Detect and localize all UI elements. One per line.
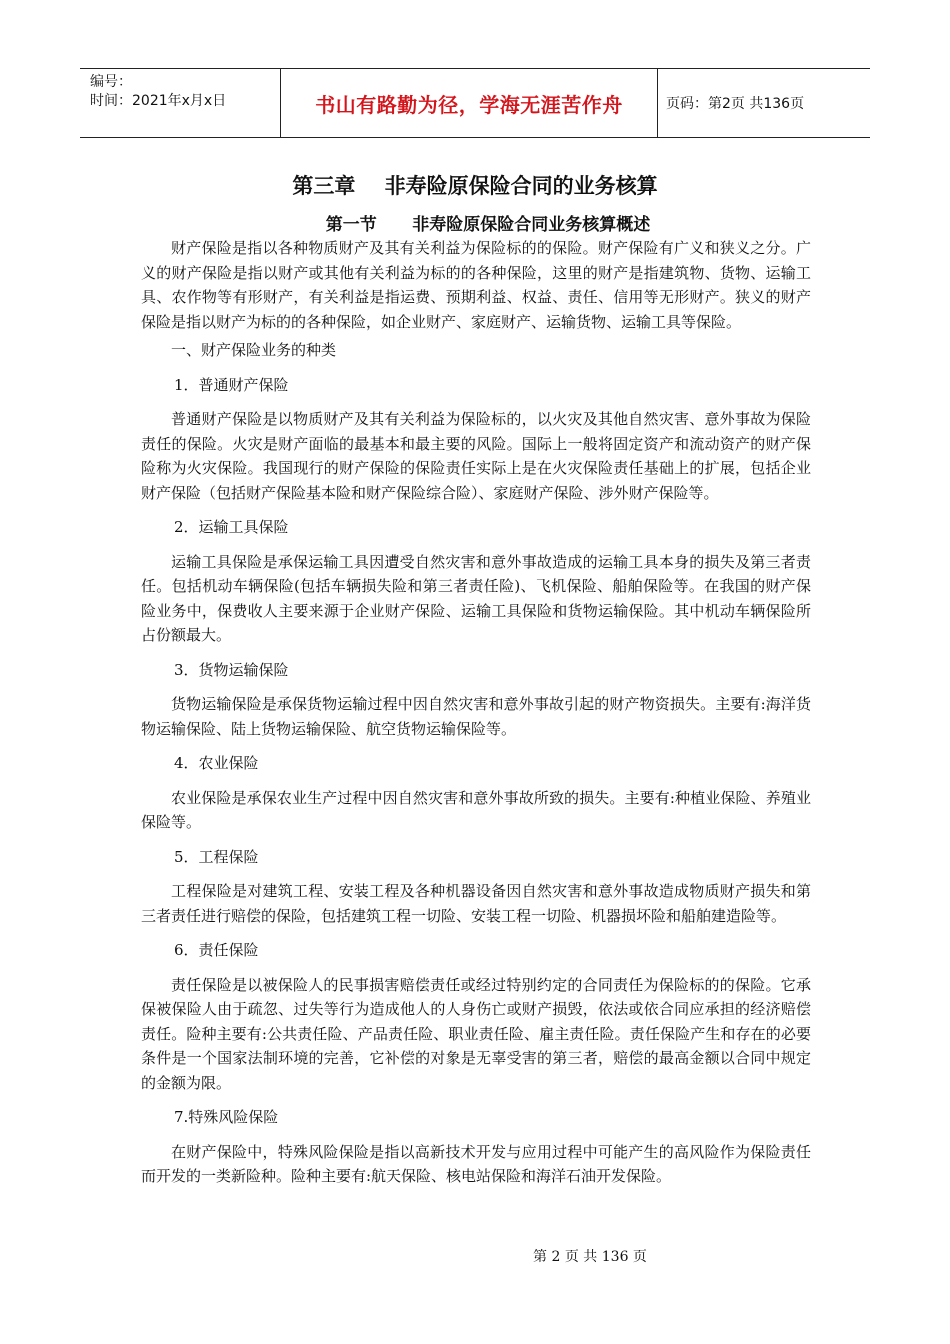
page-footer: 第 2 页 共 136 页 [533, 1249, 647, 1265]
document-date-label: 时间：2021年x月x日 [90, 93, 227, 109]
item-paragraph: 运输工具保险是承保运输工具因遭受自然灾害和意外事故造成的运输工具本身的损失及第三者责任。包括机动车辆保险(包括车辆损失险和第三者责任险)、飞机保险、船舶保险等。在我国的财产保险业务中，保费收人主要来源于企业财产保险、运输工具保险和货物运输保险。其中机动车辆保险所占份额最大。 [141, 552, 811, 644]
header-page-label: 页码：第2页 共136页 [666, 96, 805, 112]
header-meta [80, 69, 280, 137]
page-header [80, 68, 870, 138]
item-heading: 4．农业保险 [174, 754, 259, 772]
item-paragraph: 农业保险是承保农业生产过程中因自然灾害和意外事故所致的损失。主要有:种植业保险、养殖业保险等。 [141, 788, 811, 831]
chapter-title: 第三章 非寿险原保险合同的业务核算 [292, 174, 658, 198]
item-paragraph: 责任保险是以被保险人的民事损害赔偿责任或经过特别约定的合同责任为保险标的的保险。它承保被保险人由于疏忽、过失等行为造成他人的人身伤亡或财产损毁，依法或依合同应承担的经济赔偿责任。险种主要有:公共责任险、产品责任险、职业责任险、雇主责任险。责任保险产生和存在的必要条件是一个国家法制环境的完善，它补偿的对象是无辜受害的第三者，赔偿的最高金额以合同中规定的金额为限。 [141, 975, 811, 1092]
item-heading: 2．运输工具保险 [174, 518, 289, 536]
item-heading: 6．责任保险 [174, 941, 259, 959]
intro-paragraph: 财产保险是指以各种物质财产及其有关利益为保险标的的保险。财产保险有广义和狭义之分。广义的财产保险是指以财产或其他有关利益为标的的各种保险，这里的财产是指建筑物、货物、运输工具、农作物等有形财产，有关利益是指运费、预期利益、权益、责任、信用等无形财产。狭义的财产保险是指以财产为标的的各种保险，如企业财产、家庭财产、运输货物、运输工具等保险。 [141, 239, 811, 331]
item-heading: 5．工程保险 [174, 847, 259, 866]
item-paragraph: 工程保险是对建筑工程、安装工程及各种机器设备因自然灾害和意外事故造成物质财产损失和第三者责任进行赔偿的保险，包括建筑工程一切险、安装工程一切险、机器损坏险和船舶建造险等。 [141, 882, 811, 925]
item-heading: 3．货物运输保险 [174, 660, 289, 679]
item-heading: 1．普通财产保险 [174, 375, 289, 394]
document-body [141, 236, 811, 1189]
section-title: 第一节 非寿险原保险合同业务核算概述 [325, 215, 651, 235]
item-heading: 7.特殊风险保险 [174, 1108, 279, 1126]
header-motto: 书山有路勤为径，学海无涯苦作舟 [280, 69, 658, 137]
item-paragraph: 普通财产保险是以物质财产及其有关利益为保险标的，以火灾及其他自然灾害、意外事故为保险责任的保险。火灾是财产面临的最基本和最主要的风险。国际上一般将固定资产和流动资产的财产保险称为火灾保险。我国现行的财产保险的保险责任实际上是在火灾保险责任基础上的扩展，包括企业财产保险（包括财产保险基本险和财产保险综合险）、家庭财产保险、涉外财产保险等。 [141, 410, 811, 502]
document-number-label: 编号： [90, 74, 132, 90]
item-paragraph: 货物运输保险是承保货物运输过程中因自然灾害和意外事故引起的财产物资损失。主要有:海洋货物运输保险、陆上货物运输保险、航空货物运输保险等。 [141, 695, 811, 738]
item-paragraph: 在财产保险中，特殊风险保险是指以高新技术开发与应用过程中可能产生的高风险作为保险责任而开发的一类新险种。险种主要有:航天保险、核电站保险和海洋石油开发保险。 [141, 1142, 811, 1185]
types-heading: 一、财产保险业务的种类 [171, 341, 337, 359]
